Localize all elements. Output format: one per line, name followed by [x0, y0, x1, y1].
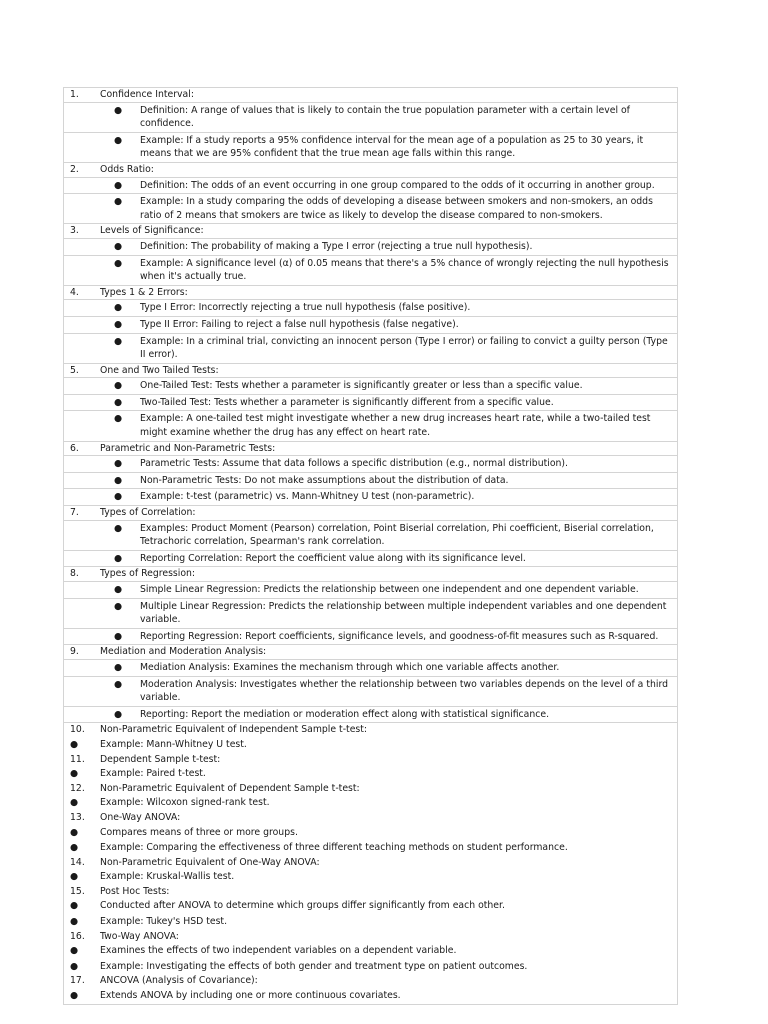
bullet-text: Example: A one-tailed test might investigate whether a new drug increases heart rate, while a two-tailed test might examine whether the drug has any effect on heart rate.: [140, 413, 651, 439]
section-heading: [64, 723, 677, 737]
bullet-item: [64, 988, 677, 1004]
bullet-item: [64, 178, 677, 195]
section-2: [64, 163, 677, 224]
bullet-item: [64, 194, 677, 224]
section-title: Parametric and Non-Parametric Tests:: [100, 442, 276, 454]
bullet-text: Reporting: Report the mediation or moderation effect along with statistical significance.: [140, 708, 550, 720]
bullet-item: [64, 869, 677, 885]
section-number: 7.: [70, 507, 79, 519]
bullet-text: Examples: Product Moment (Pearson) correlation, Point Biserial correlation, Phi coefficient, Biserial correlation, Tetrachoric correlation, Spearman's rank correlation.: [140, 522, 654, 548]
bullet-item: [64, 660, 677, 677]
section-heading: [64, 782, 677, 796]
bullet-text: Type I Error: Incorrectly rejecting a true null hypothesis (false positive).: [140, 302, 471, 314]
bullet-text: Definition: The probability of making a Type I error (rejecting a true null hypothesis).: [140, 240, 533, 252]
bullet-item: [64, 825, 677, 841]
section-title: Non-Parametric Equivalent of Independent Sample t-test:: [100, 724, 368, 736]
section-title: Types of Regression:: [100, 568, 196, 580]
bullet-glyph: ●: [114, 491, 123, 503]
section-number: 15.: [70, 885, 85, 897]
bullet-item: [64, 551, 677, 568]
bullet-text: Example: Tukey's HSD test.: [100, 916, 228, 928]
section-5: [64, 364, 677, 442]
bullet-item: [64, 677, 677, 707]
bullet-item: [64, 737, 677, 753]
section-13: [64, 811, 677, 856]
bullet-glyph: ●: [70, 738, 79, 750]
bullet-text: Non-Parametric Tests: Do not make assumptions about the distribution of data.: [140, 474, 509, 486]
bullet-item: [64, 300, 677, 317]
bullet-item: [64, 103, 677, 133]
bullet-text: Example: Kruskal-Wallis test.: [100, 871, 235, 883]
document-table: [63, 87, 678, 1005]
section-9: [64, 645, 677, 723]
section-number: 3.: [70, 225, 79, 237]
section-title: Non-Parametric Equivalent of Dependent Sample t-test:: [100, 782, 360, 794]
bullet-item: [64, 411, 677, 441]
bullet-glyph: ●: [114, 196, 123, 208]
bullet-text: Moderation Analysis: Investigates whether the relationship between two variables depends on the level of a third variable.: [140, 678, 669, 704]
section-number: 2.: [70, 163, 79, 175]
bullet-text: Example: If a study reports a 95% confidence interval for the mean age of a population as 25 to 30 years, it means that we are 95% confident that the true mean age falls within this range.: [140, 134, 644, 160]
bullet-text: Example: A significance level (α) of 0.05 means that there's a 5% chance of wrongly rejecting the null hypothesis when it's actually true.: [140, 257, 669, 283]
section-title: Dependent Sample t-test:: [100, 753, 221, 765]
section-number: 14.: [70, 856, 85, 868]
bullet-glyph: ●: [114, 318, 123, 330]
bullet-glyph: ●: [70, 916, 79, 928]
section-4: [64, 286, 677, 364]
section-heading: [64, 930, 677, 944]
bullet-text: Example: t-test (parametric) vs. Mann-Whitney U test (non-parametric).: [140, 491, 475, 503]
section-number: 6.: [70, 442, 79, 454]
bullet-item: [64, 795, 677, 811]
section-15: [64, 885, 677, 930]
bullet-glyph: ●: [114, 396, 123, 408]
bullet-item: [64, 239, 677, 256]
bullet-text: Compares means of three or more groups.: [100, 826, 298, 838]
bullet-text: Reporting Regression: Report coefficients, significance levels, and goodness-of-fit measures such as R-squared.: [140, 630, 659, 642]
bullet-item: [64, 317, 677, 334]
section-title: Post Hoc Tests:: [100, 885, 170, 897]
bullet-text: Conducted after ANOVA to determine which groups differ significantly from each other.: [100, 900, 505, 912]
section-title: Levels of Significance:: [100, 225, 204, 237]
bullet-text: Example: Mann-Whitney U test.: [100, 738, 247, 750]
bullet-text: Definition: A range of values that is likely to contain the true population parameter with a certain level of confidence.: [140, 104, 630, 130]
bullet-glyph: ●: [70, 826, 79, 838]
section-heading: [64, 567, 677, 582]
bullet-glyph: ●: [114, 240, 123, 252]
section-heading: [64, 286, 677, 301]
bullet-glyph: ●: [114, 104, 123, 116]
section-number: 5.: [70, 364, 79, 376]
bullet-glyph: ●: [70, 990, 79, 1002]
section-12: [64, 782, 677, 811]
section-1: [64, 88, 677, 163]
bullet-item: [64, 256, 677, 286]
bullet-item: [64, 521, 677, 551]
section-number: 11.: [70, 753, 85, 765]
section-heading: [64, 856, 677, 870]
section-number: 10.: [70, 724, 85, 736]
section-heading: [64, 364, 677, 379]
section-6: [64, 442, 677, 506]
bullet-glyph: ●: [70, 797, 79, 809]
bullet-text: Example: Investigating the effects of both gender and treatment type on patient outcomes.: [100, 960, 528, 972]
section-16: [64, 930, 677, 975]
bullet-item: [64, 959, 677, 975]
section-11: [64, 753, 677, 782]
bullet-item: [64, 334, 677, 364]
bullet-text: Examines the effects of two independent variables on a dependent variable.: [100, 945, 457, 957]
bullet-text: Parametric Tests: Assume that data follows a specific distribution (e.g., normal distribution).: [140, 458, 568, 470]
bullet-text: Example: Comparing the effectiveness of three different teaching methods on student performance.: [100, 842, 568, 854]
bullet-glyph: ●: [70, 945, 79, 957]
bullet-text: Simple Linear Regression: Predicts the relationship between one independent and one dependent variable.: [140, 584, 639, 595]
bullet-item: [64, 766, 677, 782]
bullet-item: [64, 707, 677, 724]
section-title: Non-Parametric Equivalent of One-Way ANOVA:: [100, 856, 320, 868]
bullet-item: [64, 914, 677, 930]
section-title: Odds Ratio:: [100, 163, 154, 175]
section-8: [64, 567, 677, 645]
bullet-text: Example: Paired t-test.: [100, 768, 206, 780]
section-title: Confidence Interval:: [100, 89, 194, 100]
bullet-text: Example: Wilcoxon signed-rank test.: [100, 797, 270, 809]
bullet-text: Multiple Linear Regression: Predicts the relationship between multiple independent variables and one dependent variable.: [140, 600, 667, 626]
section-number: 13.: [70, 811, 85, 823]
section-heading: [64, 753, 677, 767]
bullet-glyph: ●: [114, 335, 123, 347]
bullet-text: Reporting Correlation: Report the coefficient value along with its significance level.: [140, 552, 526, 564]
bullet-glyph: ●: [114, 302, 123, 314]
bullet-glyph: ●: [114, 708, 123, 720]
section-number: 17.: [70, 975, 85, 987]
bullet-item: [64, 473, 677, 490]
bullet-item: [64, 395, 677, 412]
bullet-glyph: ●: [114, 522, 123, 534]
section-title: One and Two Tailed Tests:: [100, 364, 219, 376]
section-heading: [64, 885, 677, 899]
section-title: Types 1 & 2 Errors:: [100, 286, 188, 298]
bullet-glyph: ●: [114, 380, 123, 392]
section-heading: [64, 163, 677, 178]
bullet-glyph: ●: [114, 552, 123, 564]
section-3: [64, 224, 677, 285]
section-heading: [64, 88, 677, 103]
bullet-text: Two-Tailed Test: Tests whether a parameter is significantly different from a specific value.: [140, 396, 554, 408]
section-heading: [64, 811, 677, 825]
bullet-glyph: ●: [114, 474, 123, 486]
bullet-glyph: ●: [114, 134, 123, 146]
bullet-glyph: ●: [114, 257, 123, 269]
bullet-glyph: ●: [114, 600, 123, 612]
bullet-text: One-Tailed Test: Tests whether a parameter is significantly greater or less than a specific value.: [140, 380, 583, 392]
section-number: 12.: [70, 782, 85, 794]
section-number: 4.: [70, 286, 79, 298]
bullet-glyph: ●: [70, 960, 79, 972]
bullet-glyph: ●: [114, 584, 123, 595]
bullet-item: [64, 133, 677, 163]
bullet-text: Type II Error: Failing to reject a false null hypothesis (false negative).: [140, 318, 459, 330]
section-heading: [64, 506, 677, 521]
bullet-item: [64, 378, 677, 395]
section-number: 1.: [70, 89, 79, 100]
bullet-text: Mediation Analysis: Examines the mechanism through which one variable affects another.: [140, 661, 560, 673]
section-number: 9.: [70, 646, 79, 658]
bullet-text: Example: In a criminal trial, convicting an innocent person (Type I error) or failing to convict a guilty person (Type II error).: [140, 335, 668, 361]
section-title: Types of Correlation:: [100, 507, 196, 519]
bullet-glyph: ●: [114, 413, 123, 425]
bullet-glyph: ●: [70, 768, 79, 780]
section-title: Mediation and Moderation Analysis:: [100, 646, 267, 658]
bullet-glyph: ●: [114, 678, 123, 690]
bullet-glyph: ●: [70, 842, 79, 854]
bullet-item: [64, 456, 677, 473]
section-number: 16.: [70, 930, 85, 942]
bullet-glyph: ●: [114, 458, 123, 470]
bullet-item: [64, 489, 677, 506]
bullet-text: Definition: The odds of an event occurring in one group compared to the odds of it occurring in another group.: [140, 179, 655, 191]
bullet-item: [64, 599, 677, 629]
bullet-item: [64, 943, 677, 959]
bullet-glyph: ●: [70, 900, 79, 912]
section-7: [64, 506, 677, 567]
section-10: [64, 723, 677, 752]
section-title: One-Way ANOVA:: [100, 811, 181, 823]
bullet-glyph: ●: [70, 871, 79, 883]
section-heading: [64, 645, 677, 660]
section-heading: [64, 224, 677, 239]
section-title: Two-Way ANOVA:: [100, 930, 179, 942]
section-heading: [64, 974, 677, 988]
bullet-text: Example: In a study comparing the odds of developing a disease between smokers and non-smokers, an odds ratio of 2 means that smokers are twice as likely to develop the disease compared to non-smokers.: [140, 196, 653, 221]
bullet-glyph: ●: [114, 630, 123, 642]
section-14: [64, 856, 677, 885]
bullet-item: [64, 840, 677, 856]
bullet-item: [64, 629, 677, 646]
section-heading: [64, 442, 677, 457]
section-17: [64, 974, 677, 1003]
section-title: ANCOVA (Analysis of Covariance):: [100, 975, 258, 987]
bullet-item: [64, 898, 677, 914]
bullet-text: Extends ANOVA by including one or more continuous covariates.: [100, 990, 401, 1002]
section-number: 8.: [70, 568, 79, 580]
bullet-glyph: ●: [114, 179, 123, 191]
bullet-item: [64, 582, 677, 599]
bullet-glyph: ●: [114, 661, 123, 673]
